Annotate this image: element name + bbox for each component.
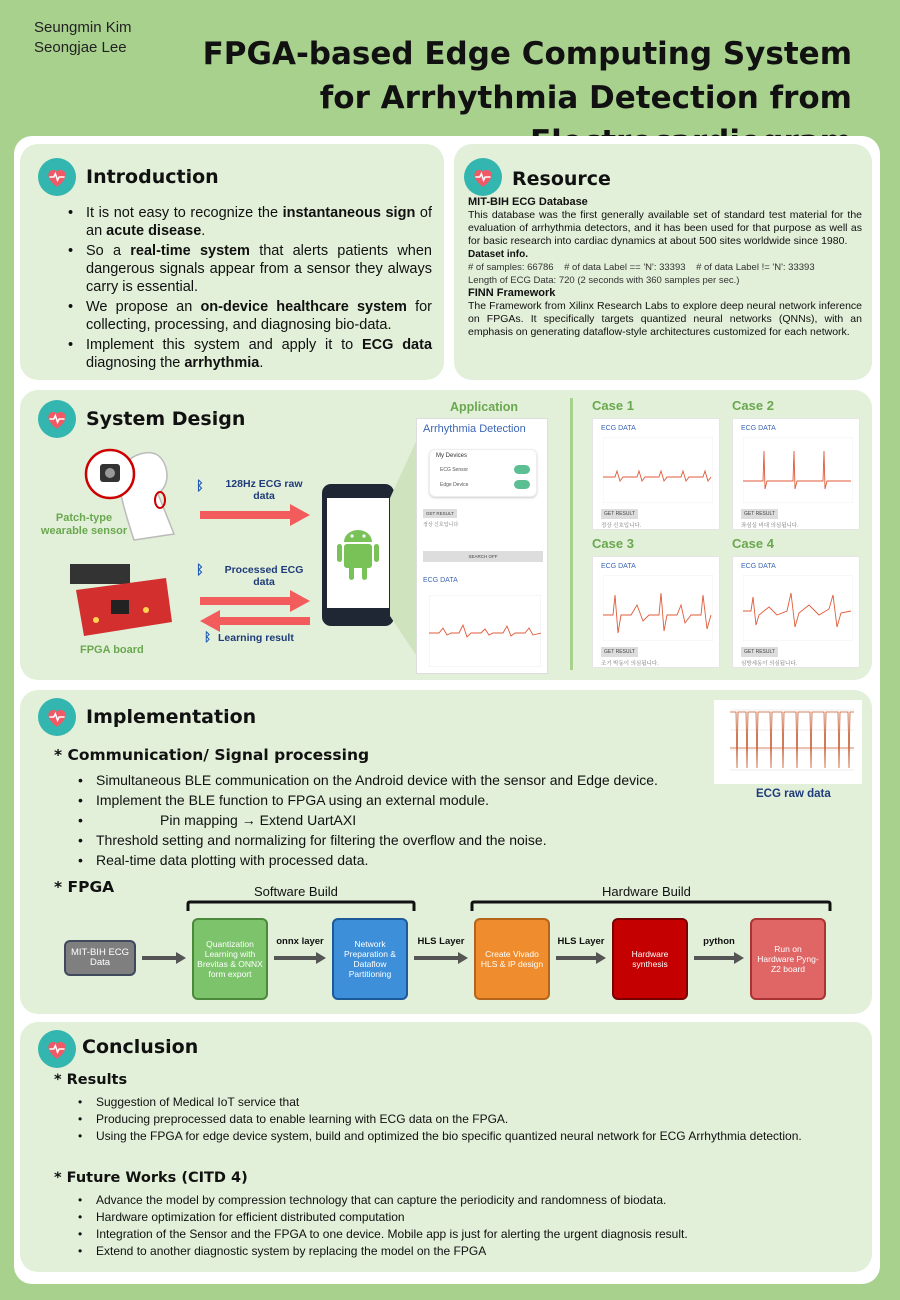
case-result-text: 좌심실 비대 의심됩니다.: [741, 523, 799, 529]
raw-data-label: 128Hz ECG raw data: [225, 478, 303, 502]
implementation-title: Implementation: [86, 706, 257, 728]
bluetooth-icon: ᛒ: [196, 562, 204, 577]
learning-result-label: Learning result: [218, 632, 294, 644]
future-heading: * Future Works (CITD 4): [54, 1170, 248, 1186]
case-card: [592, 418, 720, 530]
intro-text: that alerts patients when dangerous signals appear from a sensor they always carry is essential.: [86, 243, 432, 295]
case-title: Case 4: [732, 536, 774, 551]
case-ecg-plot: [743, 437, 853, 503]
flow-arrow-label: onnx layer: [276, 936, 324, 947]
device-1-label: ECG Sensor: [440, 467, 469, 473]
app-title: Arrhythmia Detection: [423, 423, 526, 435]
flow-arrow: [274, 952, 326, 964]
intro-bullet: [60, 336, 432, 372]
case-get-result-button[interactable]: GET RESULT: [741, 509, 778, 519]
intro-bullet: [60, 204, 432, 240]
get-result-button[interactable]: GET RESULT: [423, 509, 457, 518]
app-screen: [416, 418, 548, 674]
software-bracket: [186, 900, 416, 912]
intro-text: .: [259, 355, 264, 371]
case-card: [732, 556, 860, 668]
intro-bullet: [60, 242, 432, 296]
result-item: • Producing preprocessed data to enable learning with ECG data on the FPGA.: [70, 1111, 810, 1128]
poster-frame: [14, 136, 880, 1284]
pin-mapping: • Pin mapping → Extend UartAXI: [70, 810, 750, 830]
my-devices-label: My Devices: [436, 453, 468, 459]
vertical-divider: [570, 398, 573, 670]
fpga-label: FPGA board: [80, 644, 144, 656]
future-item: • Advance the model by compression technology that can capture the periodicity and randomness of biodata.: [70, 1192, 830, 1209]
bluetooth-icon: ᛒ: [204, 630, 212, 644]
comm-bullets: [70, 770, 750, 870]
software-build-label: Software Build: [254, 884, 338, 899]
resource-panel: [454, 144, 872, 380]
intro-bold-text: real-time system: [130, 243, 250, 259]
finn-heading: FINN Framework: [468, 287, 556, 299]
devices-card: [429, 449, 537, 497]
title-line-2: for Arrhythmia Detection from: [319, 80, 852, 116]
case-ecg-plot: [743, 575, 853, 641]
case-result-text: 심방세동이 의심됩니다.: [741, 661, 798, 667]
finn-text: The Framework from Xilinx Research Labs to explore deep neural network inference on FPGAs. It specifically targets quantized neural networks (QNNs), with an emphasis on generating dataflow-style architectures customized for each network.: [468, 300, 862, 338]
android-icon: [336, 524, 380, 582]
comm-bullet: • Threshold setting and normalizing for filtering the overflow and the noise.: [70, 830, 750, 850]
heart-icon: [38, 400, 76, 438]
flow-box: Hardware synthesis: [612, 918, 688, 1000]
intro-bold-text: instantaneous sign: [282, 205, 416, 221]
flow-arrow: [694, 952, 744, 964]
arrow-left: [200, 610, 310, 632]
case-get-result-button[interactable]: GET RESULT: [601, 509, 638, 519]
case-ecg-plot: [603, 575, 713, 641]
case-title: Case 1: [592, 398, 634, 413]
flow-box: Quantization Learning with Brevitas & ONNX form export: [192, 918, 268, 1000]
processed-data-label: Processed ECG data: [224, 564, 304, 588]
system-design-panel: [20, 390, 872, 680]
arrow-right: [200, 590, 310, 612]
ecg-data-label: ECG DATA: [423, 577, 458, 584]
case-card: [592, 556, 720, 668]
bluetooth-icon: ᛒ: [196, 478, 204, 493]
system-design-title: System Design: [86, 408, 246, 430]
case-ecg-label: ECG DATA: [601, 425, 636, 432]
db-text: This database was the first generally available set of standard test material for the evaluation of arrhythmia detectors, and it has been used for that purpose as well as for basic research into cardiac dynamics at about 500 sites worldwide since 1980.: [468, 209, 862, 247]
hardware-bracket: [470, 900, 832, 912]
results-heading: * Results: [54, 1072, 128, 1088]
case-title: Case 2: [732, 398, 774, 413]
flow-arrow-label: python: [703, 936, 735, 947]
case-ecg-label: ECG DATA: [601, 563, 636, 570]
flow-box: Run on Hardware Pyng-Z2 board: [750, 918, 826, 1000]
intro-bold-text: on-device healthcare system: [200, 299, 407, 315]
case-get-result-button[interactable]: GET RESULT: [741, 647, 778, 657]
case-card: [732, 418, 860, 530]
intro-text: diagnosing the: [86, 355, 185, 371]
flow-arrow-label: HLS Layer: [417, 936, 465, 947]
flow-arrow: [556, 952, 606, 964]
application-label: Application: [450, 400, 519, 414]
intro-text: So a: [86, 243, 131, 259]
hardware-build-label: Hardware Build: [602, 884, 691, 899]
case-ecg-label: ECG DATA: [741, 425, 776, 432]
future-list: [70, 1192, 830, 1260]
flow-arrow: [142, 952, 186, 964]
results-list: [70, 1094, 810, 1145]
comm-heading: * Communication/ Signal processing: [54, 746, 370, 764]
heart-icon: [38, 1030, 76, 1068]
comm-bullet: • Simultaneous BLE communication on the Android device with the sensor and Edge device.: [70, 770, 750, 790]
introduction-panel: [20, 144, 444, 380]
future-item: • Hardware optimization for efficient distributed computation: [70, 1209, 830, 1226]
author-1: Seungmin Kim: [34, 19, 132, 36]
intro-text: .: [201, 223, 206, 239]
ecg-plot: [429, 595, 541, 667]
intro-text: for collecting, processing, and diagnosing bio-data.: [86, 299, 432, 333]
sensor-label: Patch-type wearable sensor: [40, 512, 128, 537]
dataset-heading: Dataset info.: [468, 249, 529, 260]
intro-text: Implement this system and apply it to: [86, 337, 362, 353]
conclusion-title: Conclusion: [82, 1036, 199, 1058]
intro-bullet: [60, 298, 432, 334]
flow-arrow: [414, 952, 468, 964]
resource-title: Resource: [512, 168, 611, 190]
author-2: Seongjae Lee: [34, 39, 127, 56]
device-2-label: Edge Device: [440, 482, 469, 488]
case-ecg-label: ECG DATA: [741, 563, 776, 570]
future-item: • Extend to another diagnostic system by replacing the model on the FPGA: [70, 1243, 830, 1260]
dataset-line-2: Length of ECG Data: 720 (2 seconds with 360 samples per sec.): [468, 275, 740, 286]
ecg-raw-label: ECG raw data: [756, 788, 831, 800]
case-get-result-button[interactable]: GET RESULT: [601, 647, 638, 657]
toggle-ecg-sensor[interactable]: [514, 465, 530, 474]
case-ecg-plot: [603, 437, 713, 503]
intro-text: We propose an: [86, 299, 201, 315]
case-result-text: 조기 박동이 의심됩니다.: [601, 661, 659, 667]
smartphone: [322, 484, 394, 626]
db-heading: MIT-BIH ECG Database: [468, 196, 588, 208]
intro-bold-text: ECG data: [361, 337, 433, 353]
introduction-title: Introduction: [86, 166, 219, 188]
intro-bold-text: arrhythmia: [184, 355, 260, 371]
flow-box: Network Preparation & Dataflow Partitioning: [332, 918, 408, 1000]
case-result-text: 정상 신호입니다.: [601, 523, 642, 529]
title-line-1: FPGA-based Edge Computing System: [202, 36, 852, 72]
resource-body: [468, 196, 862, 339]
result-item: • Using the FPGA for edge device system, build and optimized the bio specific quantized neural network for ECG Arrhythmia detection.: [70, 1128, 810, 1145]
result-text: 정상 신호입니다: [423, 522, 459, 528]
flow-box: Create Vivado HLS & IP design: [474, 918, 550, 1000]
case-title: Case 3: [592, 536, 634, 551]
result-item: • Suggestion of Medical IoT service that: [70, 1094, 810, 1111]
flow-arrow-label: HLS Layer: [557, 936, 605, 947]
toggle-edge-device[interactable]: [514, 480, 530, 489]
intro-bold-text: acute disease: [106, 223, 202, 239]
search-button[interactable]: SEARCH OFF: [423, 551, 543, 562]
future-item: • Integration of the Sensor and the FPGA to one device. Mobile app is just for alerting the urgent diagnosis result.: [70, 1226, 830, 1243]
intro-text: It is not easy to recognize the: [86, 205, 283, 221]
comm-bullet: • Real-time data plotting with processed data.: [70, 850, 750, 870]
heart-icon: [464, 158, 502, 196]
comm-bullet: • Implement the BLE function to FPGA using an external module.: [70, 790, 750, 810]
introduction-bullets: [60, 204, 432, 374]
dataset-line-1: # of samples: 66786 # of data Label == 'N': 33393 # of data Label != 'N': 33393: [468, 262, 815, 273]
heart-icon: [38, 698, 76, 736]
arrow-right: [200, 504, 310, 526]
conclusion-panel: [20, 1022, 872, 1272]
fpga-board-image: [66, 560, 176, 640]
fpga-heading: * FPGA: [54, 878, 115, 896]
flow-box: MIT-BIH ECG Data: [64, 940, 136, 976]
intro-text: of an: [86, 205, 432, 239]
heart-icon: [38, 158, 76, 196]
implementation-panel: [20, 690, 872, 1014]
